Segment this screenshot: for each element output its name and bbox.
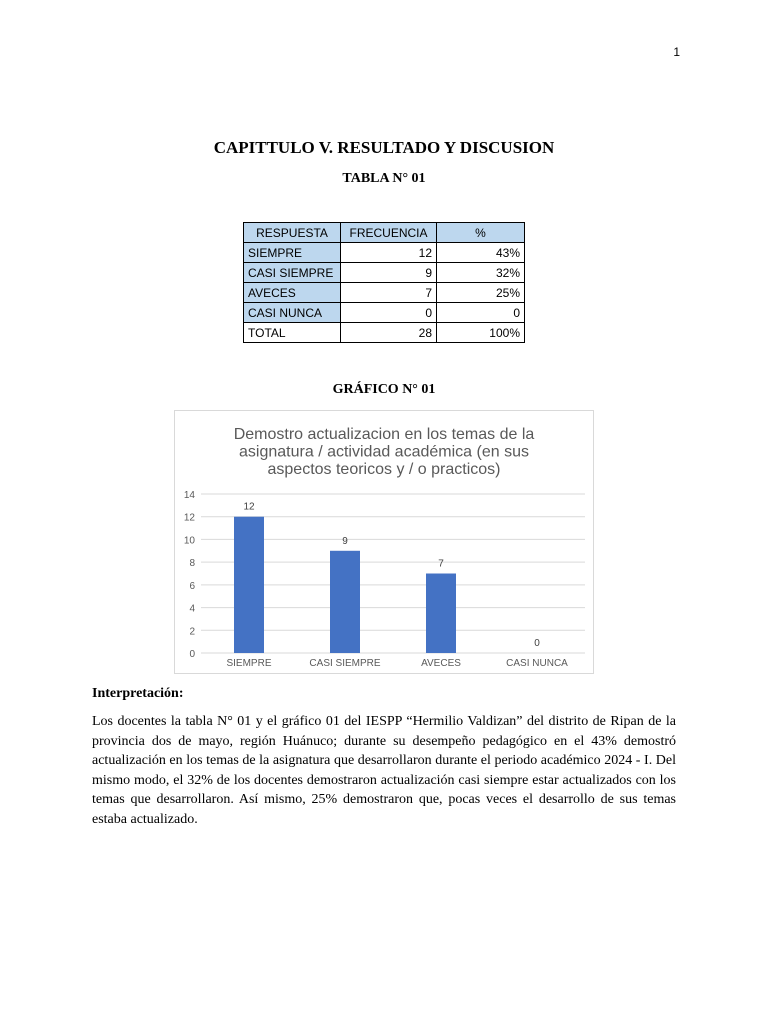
interpretation-heading: Interpretación: [92, 686, 184, 701]
y-tick-label: 8 [189, 558, 195, 570]
table-row [244, 263, 525, 283]
chart-title-line: asignatura / actividad académica (en sus [239, 443, 529, 461]
table-row [244, 303, 525, 323]
graph-title: GRÁFICO N° 01 [332, 382, 436, 397]
y-tick-label: 4 [189, 603, 195, 615]
row-label: CASI NUNCA [244, 303, 341, 323]
row-frequency: 0 [341, 303, 437, 323]
x-tick-label: SIEMPRE [226, 658, 272, 669]
interpretation-paragraph: Los docentes la tabla N° 01 y el gráfico 01 del IESPP “Hermilio Valdizan” del distrito de Ripan de la provincia dos de mayo, región Huánuco; durante su desempeño pedagógico en el 43% demostró actualización en los temas de la asignatura que desarrollaron durante el periodo académico 2024 - I. Del mismo modo, el 32% de los docentes demostraron actualización casi siempre estar actualizados con los temas que desarrollaron. Así mismo, 25% demostraron que, pocas veces el desarrollo de sus temas estaba actualizado. [92, 714, 676, 827]
frequency-table [243, 222, 525, 343]
bar-chart [174, 410, 594, 674]
y-tick-label: 0 [189, 649, 195, 660]
data-label: 9 [342, 535, 348, 547]
row-frequency: 28 [341, 323, 437, 343]
data-label: 7 [438, 558, 444, 570]
header-percent: % [437, 223, 525, 243]
bar [330, 551, 360, 653]
x-tick-label: AVECES [421, 658, 461, 669]
header-frecuencia: FRECUENCIA [341, 223, 437, 243]
y-tick-label: 6 [189, 580, 195, 592]
chart-title-line: aspectos teoricos y / o practicos) [267, 461, 501, 478]
row-frequency: 7 [341, 283, 437, 303]
header-respuesta: RESPUESTA [244, 223, 341, 243]
table-row [244, 283, 525, 303]
row-percent: 32% [437, 263, 525, 283]
table-header-row [244, 223, 525, 243]
row-percent: 25% [437, 283, 525, 303]
row-label: AVECES [244, 283, 341, 303]
page-number: 1 [673, 45, 680, 59]
x-tick-label: CASI NUNCA [506, 658, 568, 669]
table-title: TABLA N° 01 [342, 171, 426, 186]
x-tick-label: CASI SIEMPRE [309, 658, 381, 669]
row-label: TOTAL [244, 323, 341, 343]
row-label: SIEMPRE [244, 243, 341, 263]
row-frequency: 12 [341, 243, 437, 263]
chapter-title: CAPITTULO V. RESULTADO Y DISCUSION [213, 138, 555, 157]
y-tick-label: 14 [183, 490, 195, 501]
bar [234, 517, 264, 653]
data-label: 12 [243, 501, 255, 513]
table-total-row [244, 323, 525, 343]
y-tick-label: 2 [189, 626, 195, 638]
row-percent: 43% [437, 243, 525, 263]
data-label: 0 [534, 638, 540, 649]
y-tick-label: 12 [183, 512, 195, 524]
row-label: CASI SIEMPRE [244, 263, 341, 283]
table-row [244, 243, 525, 263]
chart-canvas [175, 411, 593, 673]
row-frequency: 9 [341, 263, 437, 283]
row-percent: 100% [437, 323, 525, 343]
row-percent: 0 [437, 303, 525, 323]
bar [426, 574, 456, 654]
chart-title-line: Demostro actualizacion en los temas de la [233, 426, 535, 443]
y-tick-label: 10 [183, 535, 195, 547]
